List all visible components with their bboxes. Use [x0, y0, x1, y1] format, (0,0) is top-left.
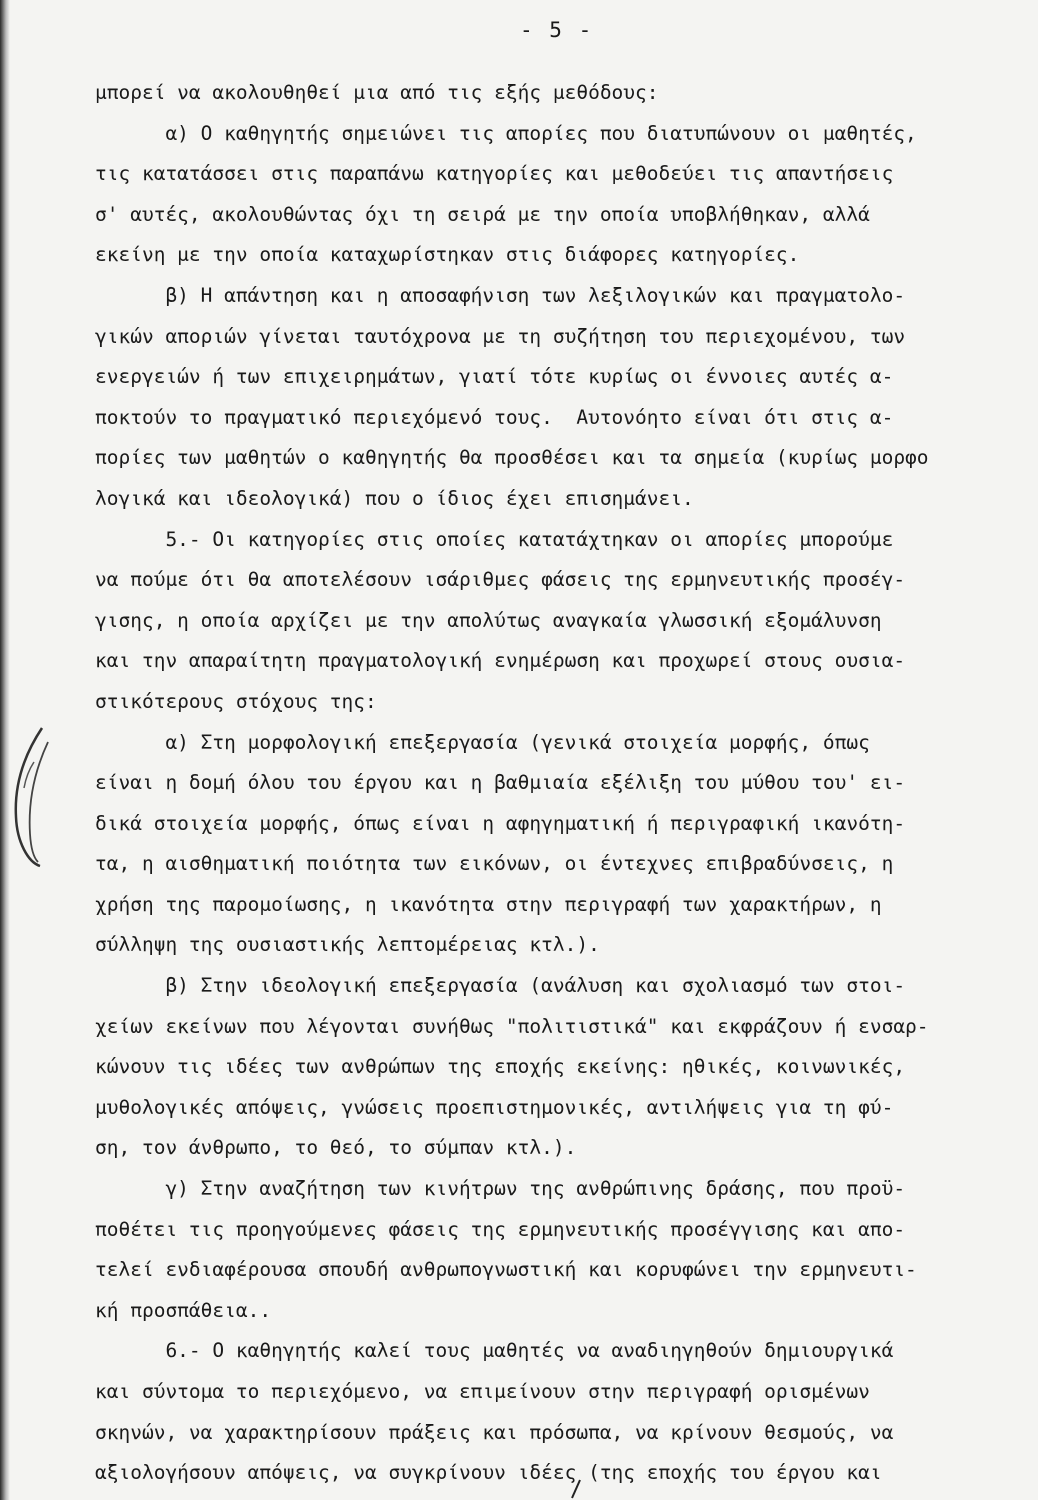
text-line: χείων εκείνων που λέγονται συνήθως "πολιτιστικά" και εκφράζουν ή ενσαρ-	[95, 1014, 929, 1038]
text-line: δικά στοιχεία μορφής, όπως είναι η αφηγηματική ή περιγραφική ικανότη-	[95, 811, 906, 835]
body-text	[95, 73, 1025, 1494]
text-line: ση, τον άνθρωπο, το θεό, το σύμπαν κτλ.).	[95, 1136, 577, 1160]
text-line: τις κατατάσσει στις παραπάνω κατηγορίες και μεθοδεύει τις απαντήσεις	[95, 162, 894, 186]
text-line: α) Ο καθηγητής σημειώνει τις απορίες που διατυπώνουν οι μαθητές,	[95, 121, 917, 145]
text-line: τελεί ενδιαφέρουσα σπουδή ανθρωπογνωστική και κορυφώνει την ερμηνευτι-	[95, 1258, 917, 1282]
text-line: εκείνη με την οποία καταχωρίστηκαν στις διάφορες κατηγορίες.	[95, 243, 800, 267]
text-line: πορίες των μαθητών ο καθηγητής θα προσθέσει και τα σημεία (κυρίως μορφο	[95, 446, 929, 470]
text-line: β) Στην ιδεολογική επεξεργασία (ανάλυση και σχολιασμό των στοι-	[95, 974, 906, 998]
text-line: 5.- Οι κατηγορίες στις οποίες κατατάχτηκαν οι απορίες μπορούμε	[95, 527, 894, 551]
text-line: να πούμε ότι θα αποτελέσουν ισάριθμες φάσεις της ερμηνευτικής προσέγ-	[95, 568, 906, 592]
text-line: α) Στη μορφολογική επεξεργασία (γενικά στοιχεία μορφής, όπως	[95, 730, 870, 754]
text-line: 6.- Ο καθηγητής καλεί τους μαθητές να αναδιηγηθούν δημιουργικά	[95, 1339, 894, 1363]
text-line: β) Η απάντηση και η αποσαφήνιση των λεξιλογικών και πραγματολο-	[95, 283, 906, 307]
text-line: τα, η αισθηματική ποιότητα των εικόνων, οι έντεχνες επιβραδύνσεις, η	[95, 852, 894, 876]
text-line: σύλληψη της ουσιαστικής λεπτομέρειας κτλ.).	[95, 933, 600, 957]
text-line: είναι η δομή όλου του έργου και η βαθμιαία εξέλιξη του μύθου του' ει-	[95, 771, 906, 795]
text-line: κή προσπάθεια..	[95, 1298, 272, 1322]
page-number: - 5 -	[520, 18, 594, 42]
text-line: κώνουν τις ιδέες των ανθρώπων της εποχής εκείνης: ηθικές, κοινωνικές,	[95, 1055, 906, 1079]
text-line: γισης, η οποία αρχίζει με την απολύτως αναγκαία γλωσσική εξομάλυνση	[95, 608, 882, 632]
text-line: και σύντομα το περιεχόμενο, να επιμείνουν στην περιγραφή ορισμένων	[95, 1380, 870, 1403]
text-line: χρήση της παρομοίωσης, η ικανότητα στην περιγραφή των χαρακτήρων, η	[95, 892, 882, 916]
text-line: σκηνών, να χαρακτηρίσουν πράξεις και πρόσωπα, να κρίνουν θεσμούς, να	[95, 1420, 894, 1444]
text-line: αξιολογήσουν απόψεις, να συγκρίνουν ιδέες (της εποχής του έργου και	[95, 1461, 882, 1485]
text-line: μπορεί να ακολουθηθεί μια από τις εξής μεθόδους:	[95, 81, 659, 104]
text-line: στικότερους στόχους της:	[95, 689, 377, 713]
handwritten-margin-mark	[4, 722, 54, 872]
text-line: σ' αυτές, ακολουθώντας όχι τη σειρά με την οποία υποβλήθηκαν, αλλά	[95, 202, 870, 226]
text-line: γικών αποριών γίνεται ταυτόχρονα με τη συζήτηση του περιεχομένου, των	[95, 324, 906, 348]
text-line: ποκτούν το πραγματικό περιεχόμενό τους. Αυτονόητο είναι ότι στις α-	[95, 405, 894, 429]
text-line: ποθέτει τις προηγούμενες φάσεις της ερμηνευτικής προσέγγισης και απο-	[95, 1217, 906, 1241]
text-line: μυθολογικές απόψεις, γνώσεις προεπιστημονικές, αντιλήψεις για τη φύ-	[95, 1095, 894, 1119]
text-line: και την απαραίτητη πραγματολογική ενημέρωση και προχωρεί στους ουσια-	[95, 649, 906, 673]
text-line: γ) Στην αναζήτηση των κινήτρων της ανθρώπινης δράσης, που προϋ-	[95, 1177, 906, 1201]
text-line: ενεργειών ή των επιχειρημάτων, γιατί τότε κυρίως οι έννοιες αυτές α-	[95, 365, 894, 389]
text-line: λογικά και ιδεολογικά) που ο ίδιος έχει επισημάνει.	[95, 486, 694, 510]
pen-stroke-mark	[568, 1478, 584, 1500]
